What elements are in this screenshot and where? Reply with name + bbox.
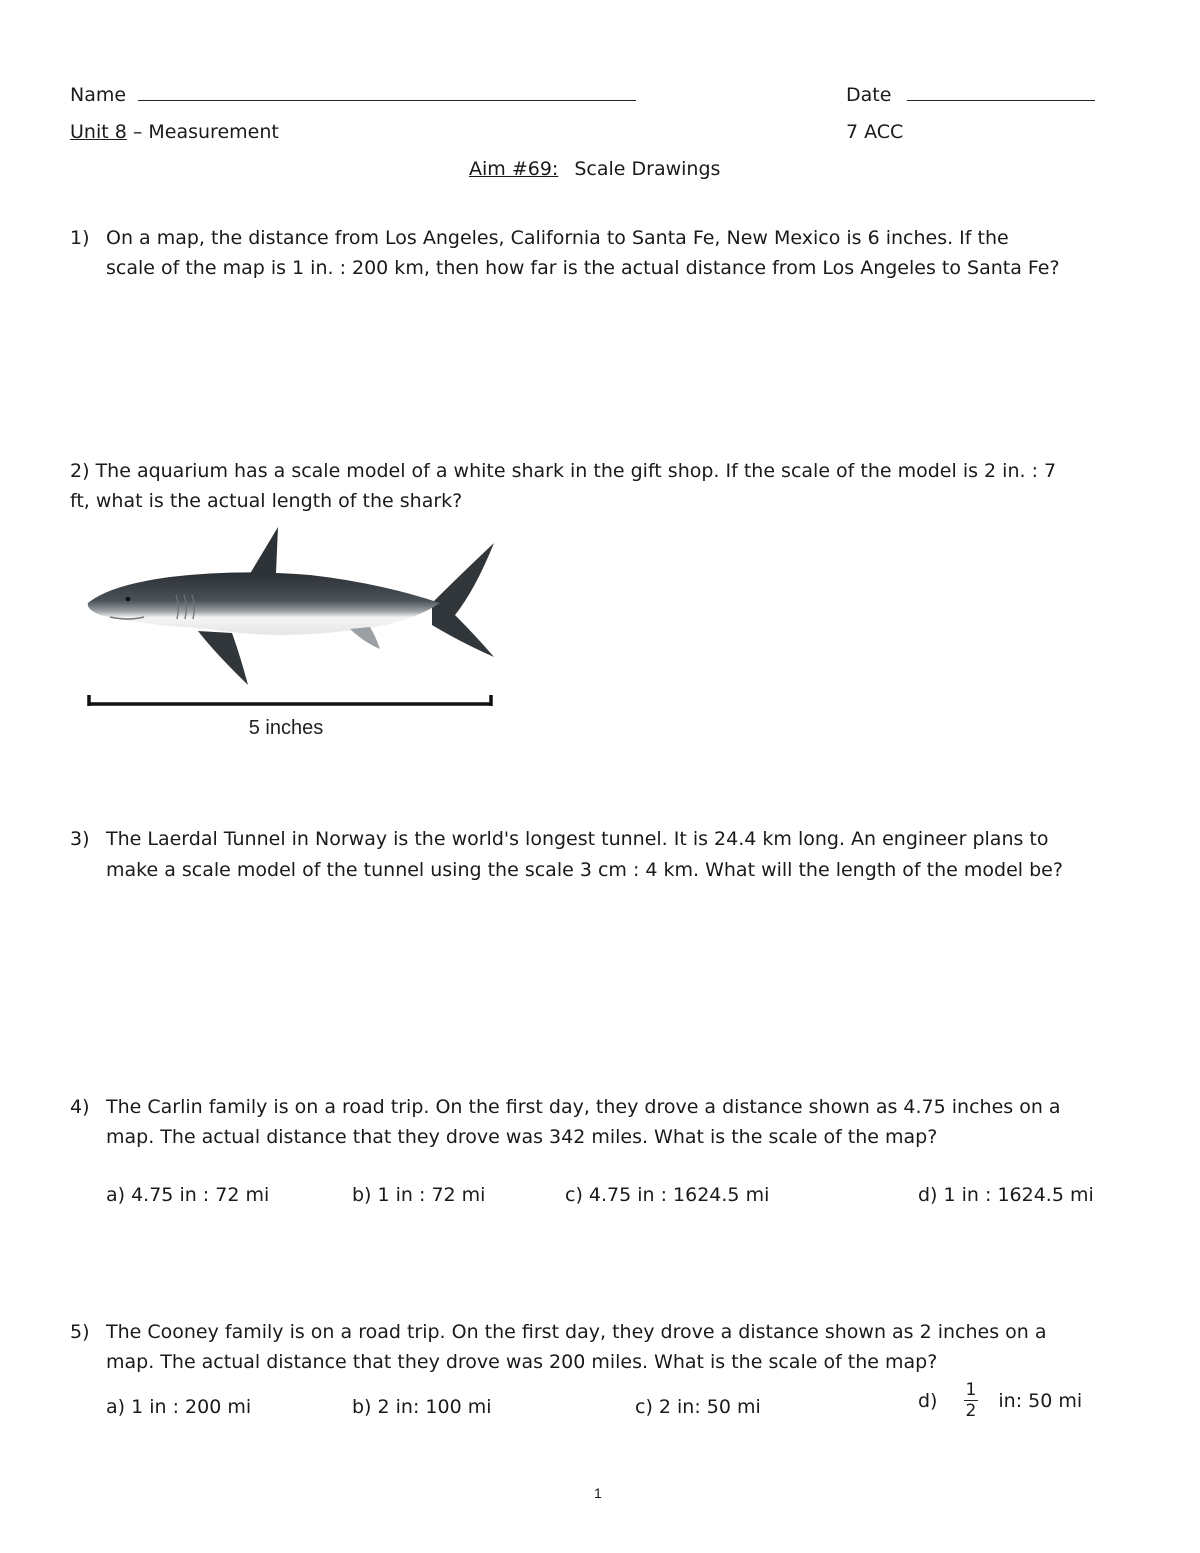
scale-bar bbox=[89, 695, 491, 706]
unit-label: Unit 8 bbox=[70, 121, 127, 143]
question-text-line: The Carlin family is on a road trip. On the first day, they drove a distance shown as 4.75 inches on a bbox=[106, 1096, 1061, 1118]
aim-label: Aim #69 bbox=[469, 158, 552, 180]
question-text-line: map. The actual distance that they drove was 342 miles. What is the scale of the map? bbox=[106, 1126, 938, 1148]
shark-illustration bbox=[88, 527, 494, 685]
question-text-line: ft, what is the actual length of the shark? bbox=[70, 490, 463, 512]
unit-topic: – Measurement bbox=[126, 121, 279, 143]
question-text-line: The Cooney family is on a road trip. On the first day, they drove a distance shown as 2 inches on a bbox=[106, 1321, 1047, 1343]
name-blank[interactable] bbox=[138, 84, 636, 101]
choice-d[interactable] bbox=[918, 1380, 1082, 1421]
fraction bbox=[964, 1380, 979, 1421]
choice-d[interactable]: d) 1 in : 1624.5 mi bbox=[918, 1184, 1094, 1206]
question-text-line bbox=[70, 456, 1056, 486]
question-number: 2) bbox=[70, 460, 90, 482]
choice-c[interactable]: c) 4.75 in : 1624.5 mi bbox=[565, 1184, 770, 1206]
unit-line bbox=[70, 117, 279, 147]
question-number: 3) bbox=[70, 828, 90, 850]
class-label: 7 ACC bbox=[846, 121, 904, 143]
question-text-line: The Laerdal Tunnel in Norway is the world's longest tunnel. It is 24.4 km long. An engineer plans to bbox=[106, 828, 1049, 850]
fraction-denominator: 2 bbox=[965, 1401, 977, 1421]
question-number: 1) bbox=[70, 227, 90, 249]
question-text-line: On a map, the distance from Los Angeles, California to Santa Fe, New Mexico is 6 inches. If the bbox=[106, 227, 1009, 249]
shark-figure bbox=[80, 525, 510, 745]
choice-b[interactable]: b) 2 in: 100 mi bbox=[352, 1396, 492, 1418]
question-text-line: scale of the map is 1 in. : 200 km, then how far is the actual distance from Los Angeles to Santa Fe? bbox=[106, 257, 1060, 279]
page-number: 1 bbox=[594, 1485, 602, 1501]
question-text-line: make a scale model of the tunnel using the scale 3 cm : 4 km. What will the length of the model be? bbox=[106, 859, 1063, 881]
choice-d-suffix: in: 50 mi bbox=[998, 1389, 1083, 1412]
name-line bbox=[70, 80, 636, 110]
fraction-numerator: 1 bbox=[965, 1380, 977, 1400]
choice-b[interactable]: b) 1 in : 72 mi bbox=[352, 1184, 486, 1206]
date-line bbox=[846, 80, 1095, 110]
date-blank[interactable] bbox=[907, 84, 1095, 101]
scale-bar-label: 5 inches bbox=[248, 717, 324, 739]
question-text-line: map. The actual distance that they drove was 200 miles. What is the scale of the map? bbox=[106, 1351, 938, 1373]
choice-c[interactable]: c) 2 in: 50 mi bbox=[635, 1396, 761, 1418]
choice-d-prefix: d) bbox=[918, 1389, 938, 1412]
question-number: 4) bbox=[70, 1096, 90, 1118]
question-text: The aquarium has a scale model of a white shark in the gift shop. If the scale of the model is 2 in. : 7 bbox=[95, 460, 1057, 482]
aim-title: Scale Drawings bbox=[574, 158, 721, 180]
aim-colon: : bbox=[551, 158, 559, 180]
choice-a[interactable]: a) 4.75 in : 72 mi bbox=[106, 1184, 270, 1206]
name-label: Name bbox=[70, 84, 127, 106]
aim-heading bbox=[469, 154, 720, 184]
choice-a[interactable]: a) 1 in : 200 mi bbox=[106, 1396, 252, 1418]
date-label: Date bbox=[846, 84, 892, 106]
question-number: 5) bbox=[70, 1321, 90, 1343]
